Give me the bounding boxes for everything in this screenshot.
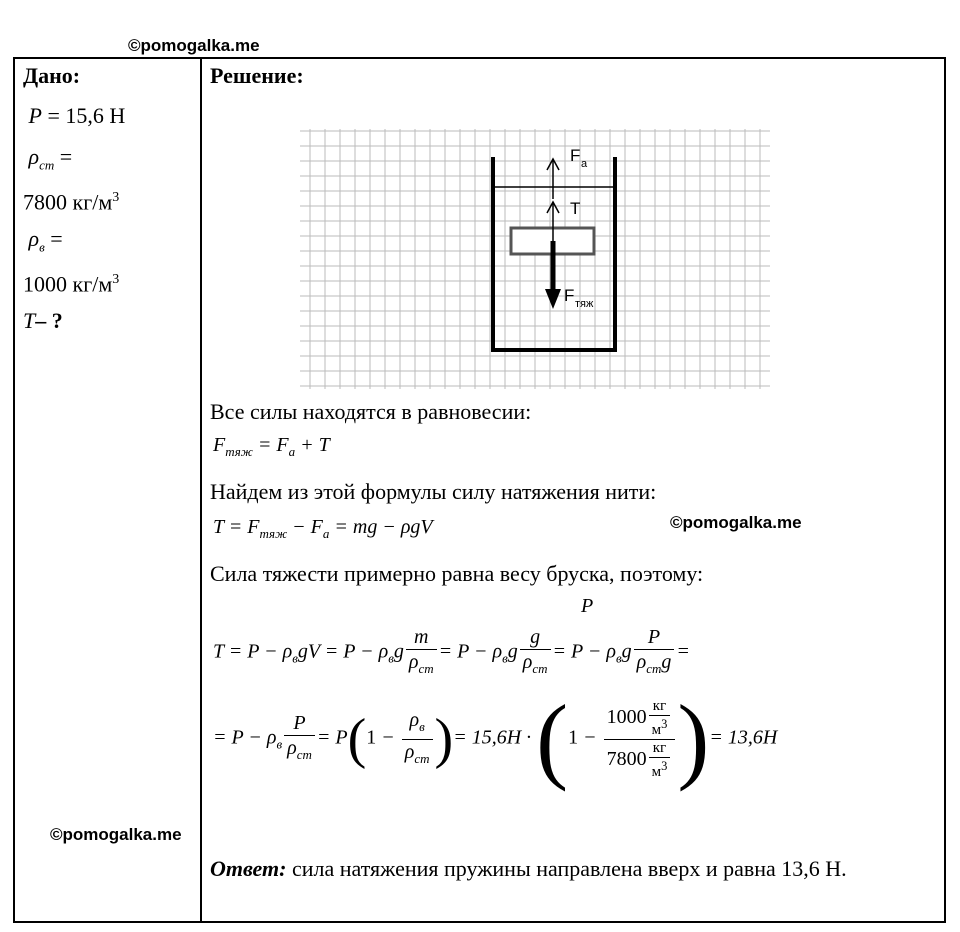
given-rho-st: $\rho_{ст}$ =: [28, 144, 73, 173]
given-column: [23, 63, 193, 341]
watermark-middle: ©pomogalka.me: [670, 513, 802, 532]
given-p: P = 15,6 Н: [28, 103, 126, 128]
answer-text: сила натяжения пружины направлена вверх и равна 13,6 Н.: [291, 856, 847, 881]
watermark-top: ©pomogalka.me: [128, 36, 260, 55]
given-rho-v: $\rho_в$ =: [28, 226, 63, 255]
answer-label: Ответ:: [210, 856, 287, 881]
label-fg: F: [564, 286, 575, 305]
label-fa-sub: а: [581, 158, 588, 170]
formula-equilibrium: $F_{тяж} = F_а + T$: [213, 434, 330, 459]
formula-derivation-1: $T = P - \rho_вgV = P - \rho_вg$ $\frac{m}{\rho_{ст}}$ = $P - \rho_вg$ $\frac{g}{\rho_{ст}}$ = $P - \rho_вg$ $\frac{P}{\rho_{ст}g}$ =: [213, 626, 690, 676]
text-equilibrium: Все силы находятся в равновесии:: [210, 399, 532, 424]
force-diagram: [300, 129, 770, 389]
solution-header: Решение:: [210, 63, 304, 88]
label-fa: F: [570, 146, 581, 165]
watermark-bottom: ©pomogalka.me: [50, 825, 182, 844]
formula-tension: $T = F_{тяж} - F_а$ = mg − ρgV: [213, 516, 433, 541]
column-divider: [200, 59, 202, 921]
text-gravity-weight: Сила тяжести примерно равна весу бруска, поэтому:: [210, 561, 704, 586]
solution-table: [13, 57, 946, 923]
label-t: T: [570, 199, 581, 218]
stray-p: P: [581, 595, 594, 617]
text-find-tension: Найдем из этой формулы силу натяжения нити:: [210, 479, 657, 504]
given-header: Дано:: [23, 63, 81, 88]
label-fg-sub: тяж: [575, 298, 594, 310]
given-find: T– ?: [23, 308, 63, 333]
given-rho-v-value: 1000 $кг/м^3$: [23, 271, 120, 297]
formula-derivation-2: = $P - \rho_в$ $\frac{P}{\rho_{ст}}$ = P(1 − $\frac{\rho_в}{\rho_{ст}}$ )= 15,6H · (1 − 1000 $\frac{кг}{м^3}$ 7800 $\frac{кг}{м^3}$ )= 13,6H: [213, 685, 778, 792]
answer: [210, 854, 930, 884]
given-rho-st-value: 7800 $кг/м^3$: [23, 189, 120, 215]
gravity-arrowhead: [545, 289, 561, 309]
